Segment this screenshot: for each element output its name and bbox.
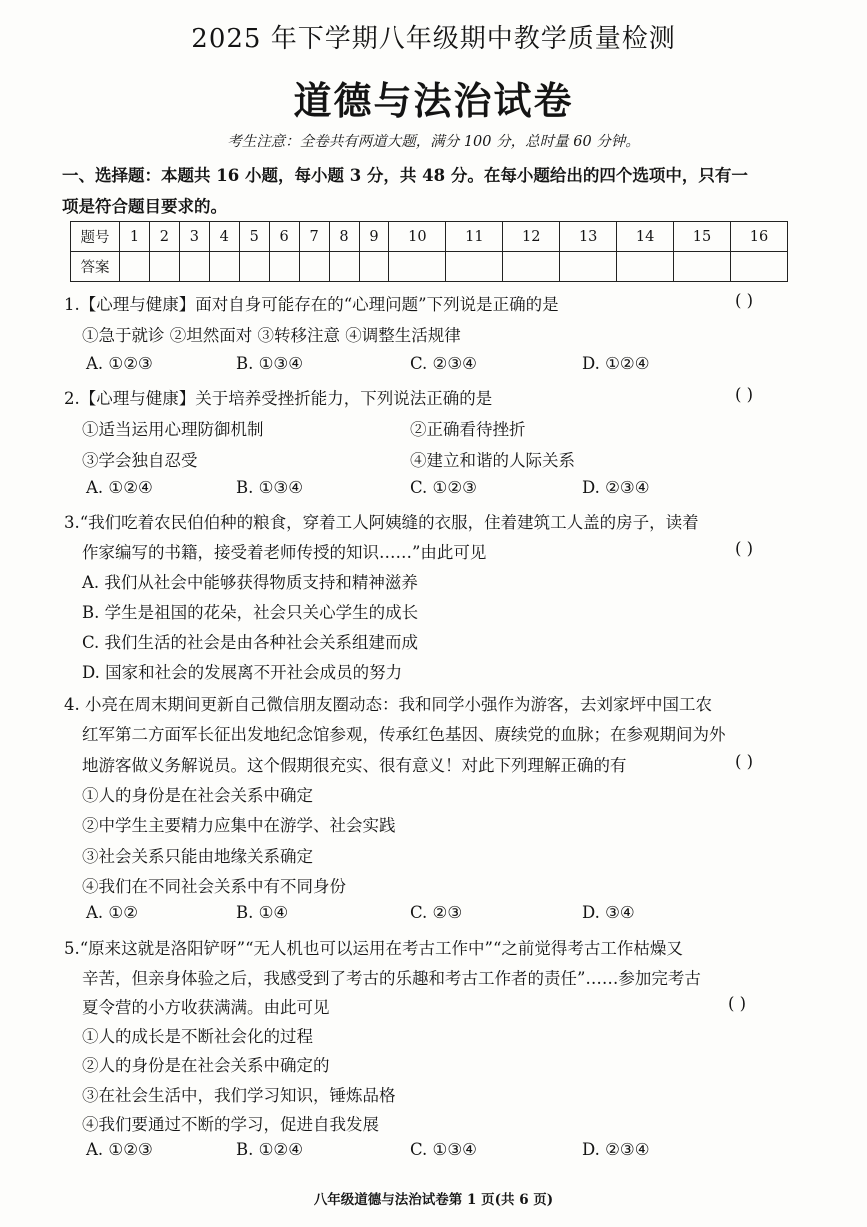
option-d: D. ③④ [582,903,635,922]
answer-bracket: ( ) [735,539,754,558]
question-5-stem-line3: 夏令营的小方收获满满。由此可见 [82,998,330,1017]
question-number-cell: 15 [674,222,731,252]
answer-cell[interactable] [560,252,617,282]
answer-cell[interactable] [269,252,299,282]
question-number-cell: 7 [299,222,329,252]
option-d: D. ①②④ [582,354,650,373]
option-a: A. ①② [86,903,138,922]
question-4-item-1: ①人的身份是在社会关系中确定 [82,786,313,805]
page-footer: 八年级道德与法治试卷第 1 页(共 6 页) [313,1192,554,1208]
question-1-stem: 1.【心理与健康】面对自身可能存在的“心理问题”下列说是正确的是 [64,295,559,314]
question-number-cell: 3 [179,222,209,252]
exam-title: 2025 年下学期八年级期中教学质量检测 [191,24,676,54]
question-number-cell: 10 [389,222,446,252]
answer-bracket: ( ) [728,994,747,1013]
option-d: D. ②③④ [582,478,650,497]
question-2-item-3: ③学会独自忍受 [82,451,198,470]
answer-cell[interactable] [503,252,560,282]
answer-cell[interactable] [149,252,179,282]
question-4-stem-line3: 地游客做义务解说员。这个假期很充实、很有意义！对此下列理解正确的有 [82,756,627,775]
question-2-item-1: ①适当运用心理防御机制 [82,420,264,439]
question-4-item-4: ④我们在不同社会关系中有不同身份 [82,877,346,896]
question-number-cell: 6 [269,222,299,252]
answer-cell[interactable] [674,252,731,282]
answer-cell[interactable] [179,252,209,282]
option-a: A. ①②③ [86,354,153,373]
question-1-items: ①急于就诊 ②坦然面对 ③转移注意 ④调整生活规律 [82,326,461,345]
answer-cell[interactable] [299,252,329,282]
section-instructions-line2: 项是符合题目要求的。 [62,197,227,216]
question-number-cell: 12 [503,222,560,252]
question-number-cell: 13 [560,222,617,252]
question-number-cell: 4 [209,222,239,252]
answer-table-number-row [71,222,788,252]
exam-notice: 考生注意：全卷共有两道大题，满分 100 分，总时量 60 分钟。 [227,134,640,150]
question-number-cell: 8 [329,222,359,252]
option-c: C. ①②③ [410,478,477,497]
question-4-stem-line1: 4. 小亮在周末期间更新自己微信朋友圈动态：我和同学小强作为游客，去刘家坪中国工农 [64,695,712,714]
option-d: D. ②③④ [582,1140,650,1159]
option-c: C. ②③④ [410,354,477,373]
option-c: C. ②③ [410,903,463,922]
answer-cell[interactable] [239,252,269,282]
question-5-item-4: ④我们要通过不断的学习，促进自我发展 [82,1115,379,1134]
option-b: B. ①③④ [236,354,303,373]
question-5-stem-line1: 5.“原来这就是洛阳铲呀”“无人机也可以运用在考古工作中”“之前觉得考古工作枯燥又 [64,939,683,958]
answer-cell[interactable] [359,252,389,282]
option-a: A. ①②④ [86,478,153,497]
answer-table-label: 题号 [71,222,120,252]
answer-cell[interactable] [120,252,150,282]
question-number-cell: 2 [149,222,179,252]
answer-cell[interactable] [730,252,787,282]
question-number-cell: 14 [617,222,674,252]
option-d: D. 国家和社会的发展离不开社会成员的努力 [82,663,403,682]
option-c: C. ①③④ [410,1140,477,1159]
question-2-item-4: ④建立和谐的人际关系 [410,451,575,470]
answer-table-label: 答案 [71,252,120,282]
answer-table [70,221,788,282]
question-number-cell: 9 [359,222,389,252]
option-c: C. 我们生活的社会是由各种社会关系组建而成 [82,633,419,652]
question-5-item-1: ①人的成长是不断社会化的过程 [82,1027,313,1046]
question-number-cell: 16 [730,222,787,252]
option-b: B. ①④ [236,903,289,922]
option-a: A. 我们从社会中能够获得物质支持和精神滋养 [82,573,418,592]
question-3-stem-line1: 3.“我们吃着农民伯伯种的粮食，穿着工人阿姨缝的衣服，住着建筑工人盖的房子，读着 [64,513,699,532]
answer-cell[interactable] [209,252,239,282]
question-5-stem-line2: 辛苦，但亲身体验之后，我感受到了考古的乐趣和考古工作者的责任”……参加完考古 [82,969,701,988]
answer-bracket: ( ) [735,385,754,404]
answer-bracket: ( ) [735,291,754,310]
section-instructions-line1: 一、选择题：本题共 16 小题，每小题 3 分，共 48 分。在每小题给出的四个选项中，只有一 [62,166,748,185]
question-5-item-3: ③在社会生活中，我们学习知识，锤炼品格 [82,1086,396,1105]
question-4-item-2: ②中学生主要精力应集中在游学、社会实践 [82,816,396,835]
question-number-cell: 11 [446,222,503,252]
question-5-item-2: ②人的身份是在社会关系中确定的 [82,1056,330,1075]
question-2-item-2: ②正确看待挫折 [410,420,526,439]
option-a: A. ①②③ [86,1140,153,1159]
question-2-stem: 2.【心理与健康】关于培养受挫折能力，下列说法正确的是 [64,389,493,408]
answer-cell[interactable] [617,252,674,282]
answer-bracket: ( ) [735,752,754,771]
question-4-item-3: ③社会关系只能由地缘关系确定 [82,847,313,866]
answer-cell[interactable] [329,252,359,282]
question-number-cell: 1 [120,222,150,252]
answer-table-answer-row [71,252,788,282]
option-b: B. ①②④ [236,1140,303,1159]
option-b: B. ①③④ [236,478,303,497]
exam-subject-title: 道德与法治试卷 [293,78,574,123]
answer-cell[interactable] [389,252,446,282]
option-b: B. 学生是祖国的花朵，社会只关心学生的成长 [82,603,419,622]
question-number-cell: 5 [239,222,269,252]
answer-cell[interactable] [446,252,503,282]
question-4-stem-line2: 红军第二方面军长征出发地纪念馆参观，传承红色基因、赓续党的血脉；在参观期间为外 [82,725,726,744]
question-3-stem-line2: 作家编写的书籍，接受着老师传授的知识……”由此可见 [82,543,487,562]
